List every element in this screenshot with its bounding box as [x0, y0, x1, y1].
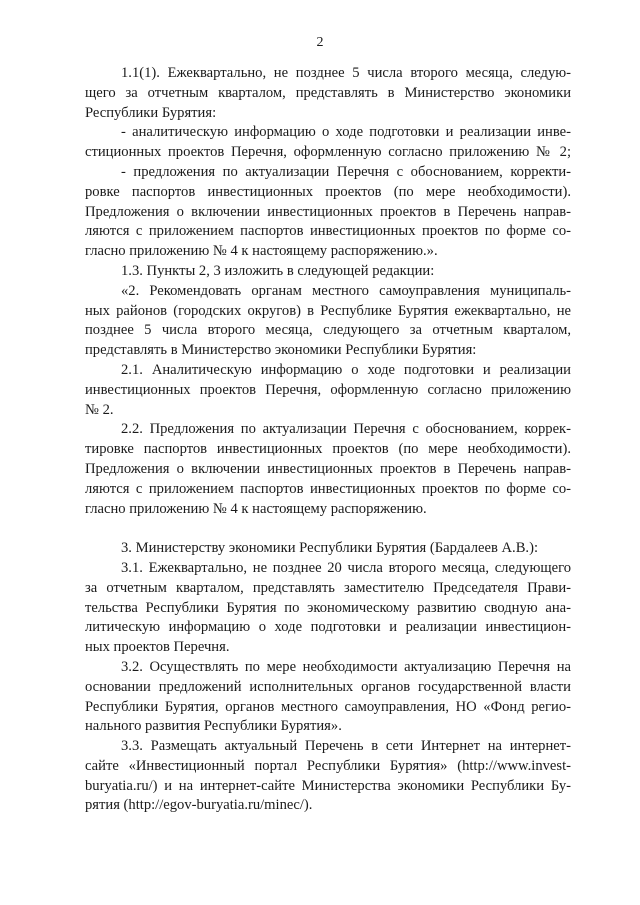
text-line: основании предложений исполнительных органов государственной власти	[85, 678, 571, 695]
text-line: представлять в Министерство экономики Республики Бурятия:	[85, 342, 477, 359]
text-line: 3.2. Осуществлять по мере необходимости актуализацию Перечня на	[121, 658, 571, 675]
text-line: 2.2. Предложения по актуализации Перечня с обоснованием, коррек-	[121, 421, 571, 438]
text-line: ляются с приложением паспортов инвестиционных проектов по форме со-	[85, 480, 571, 497]
text-line: ных проектов Перечня.	[85, 639, 230, 656]
text-line: сайте «Инвестиционный портал Республики Бурятия» (http://www.invest-	[85, 757, 571, 774]
text-line: № 2.	[85, 401, 114, 418]
text-line: нального развития Республики Бурятия».	[85, 718, 342, 735]
text-line: 3. Министерству экономики Республики Бурятия (Бардалеев А.В.):	[121, 540, 538, 557]
text-line: тировке паспортов инвестиционных проектов (по мере необходимости).	[85, 441, 571, 458]
text-line: рятия (http://egov-buryatia.ru/minec/).	[85, 797, 313, 814]
text-line: buryatia.ru/) и на интернет-сайте Министерства экономики Республики Бу-	[85, 777, 571, 794]
text-line: инвестиционных проектов Перечня, оформленную согласно приложению	[85, 381, 571, 398]
text-line: - аналитическую информацию о ходе подготовки и реализации инве-	[121, 124, 571, 141]
page-number: 2	[316, 35, 324, 50]
text-line: 3.3. Размещать актуальный Перечень в сети Интернет на интернет-	[121, 738, 571, 755]
text-line: щего за отчетным кварталом, представлять в Министерство экономики	[85, 84, 571, 101]
text-line: 1.3. Пункты 2, 3 изложить в следующей редакции:	[121, 262, 435, 279]
text-line: за отчетным кварталом, представлять заместителю Председателя Прави-	[85, 579, 571, 596]
text-line: стиционных проектов Перечня, оформленную согласно приложению № 2;	[85, 144, 571, 161]
text-line: литическую информацию о ходе подготовки и реализации инвестицион-	[85, 619, 571, 636]
text-line: 2.1. Аналитическую информацию о ходе подготовки и реализации	[121, 361, 571, 378]
text-line: Предложения о включении инвестиционных проектов в Перечень направ-	[85, 203, 571, 220]
text-line: 3.1. Ежеквартально, не позднее 20 числа второго месяца, следующего	[121, 559, 571, 576]
text-line: Республики Бурятия, органов местного самоуправления, НО «Фонд регио-	[85, 698, 571, 715]
text-line: 1.1(1). Ежеквартально, не позднее 5 числа второго месяца, следую-	[121, 65, 571, 81]
text-line: - предложения по актуализации Перечня с обоснованием, корректи-	[121, 163, 571, 180]
text-line: позднее 5 числа второго месяца, следующего за отчетным кварталом,	[85, 322, 571, 339]
text-line: Республики Бурятия:	[85, 104, 217, 121]
text-line: гласно приложению № 4 к настоящему распоряжению.».	[85, 243, 438, 260]
text-line: ных районов (городских округов) в Республике Бурятия ежеквартально, не	[85, 302, 571, 319]
document-body	[85, 64, 571, 816]
text-line: Предложения о включении инвестиционных проектов в Перечень направ-	[85, 460, 571, 477]
text-line: ляются с приложением паспортов инвестиционных проектов по форме со-	[85, 223, 571, 240]
text-line: «2. Рекомендовать органам местного самоуправления муниципаль-	[121, 282, 571, 299]
text-line: гласно приложению № 4 к настоящему распоряжению.	[85, 500, 427, 517]
text-line: ровке паспортов инвестиционных проектов (по мере необходимости).	[85, 183, 571, 200]
text-line: тельства Республики Бурятия по экономическому развитию сводную ана-	[85, 599, 571, 616]
blank-line	[85, 519, 571, 539]
